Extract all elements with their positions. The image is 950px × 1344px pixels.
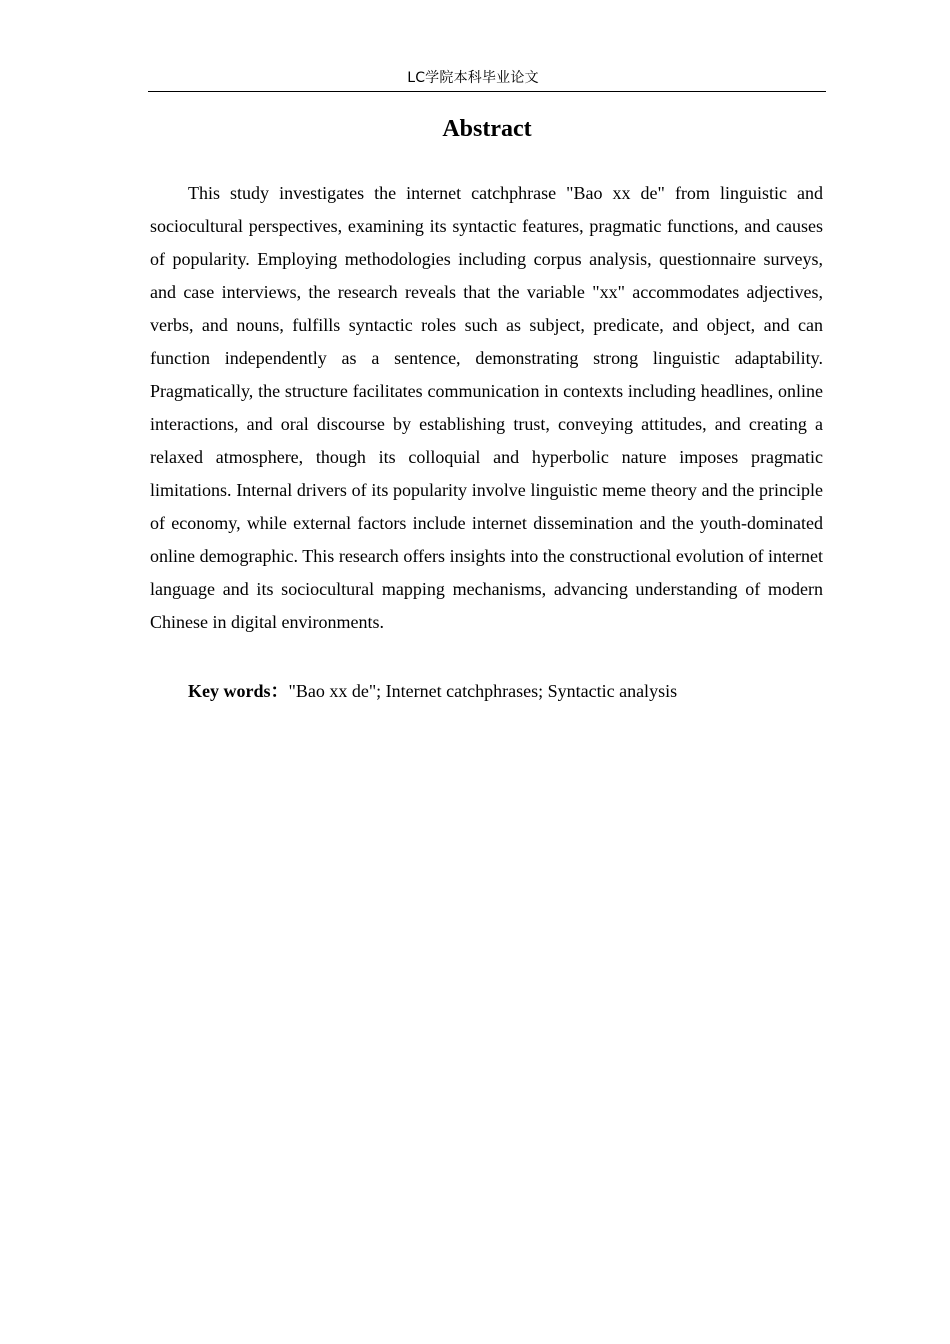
page-header (148, 66, 826, 92)
keywords-value: "Bao xx de"; Internet catchphrases; Syntactic analysis (288, 681, 678, 701)
keywords-line (150, 676, 823, 706)
abstract-body: This study investigates the internet catchphrase "Bao xx de" from linguistic and sociocultural perspectives, examining its syntactic features, pragmatic functions, and causes of popularity. Employing methodologies including corpus analysis, questionnaire surveys, and case interviews, the research reveals that the variable "xx" accommodates adjectives, verbs, and nouns, fulfills syntactic roles such as subject, predicate, and object, and can function independently as a sentence, demonstrating strong linguistic adaptability. Pragmatically, the structure facilitates communication in contexts including headlines, online interactions, and oral discourse by establishing trust, conveying attitudes, and creating a relaxed atmosphere, though its colloquial and hyperbolic nature imposes pragmatic limitations. Internal drivers of its popularity involve linguistic meme theory and the principle of economy, while external factors include internet dissemination and the youth-dominated online demographic. This research offers insights into the constructional evolution of internet language and its sociocultural mapping mechanisms, advancing understanding of modern Chinese in digital environments. (150, 183, 823, 632)
abstract-heading: Abstract (442, 116, 532, 142)
page-header-title: LC学院本科毕业论文 (407, 70, 539, 86)
keywords-label: Key words： (188, 681, 289, 701)
